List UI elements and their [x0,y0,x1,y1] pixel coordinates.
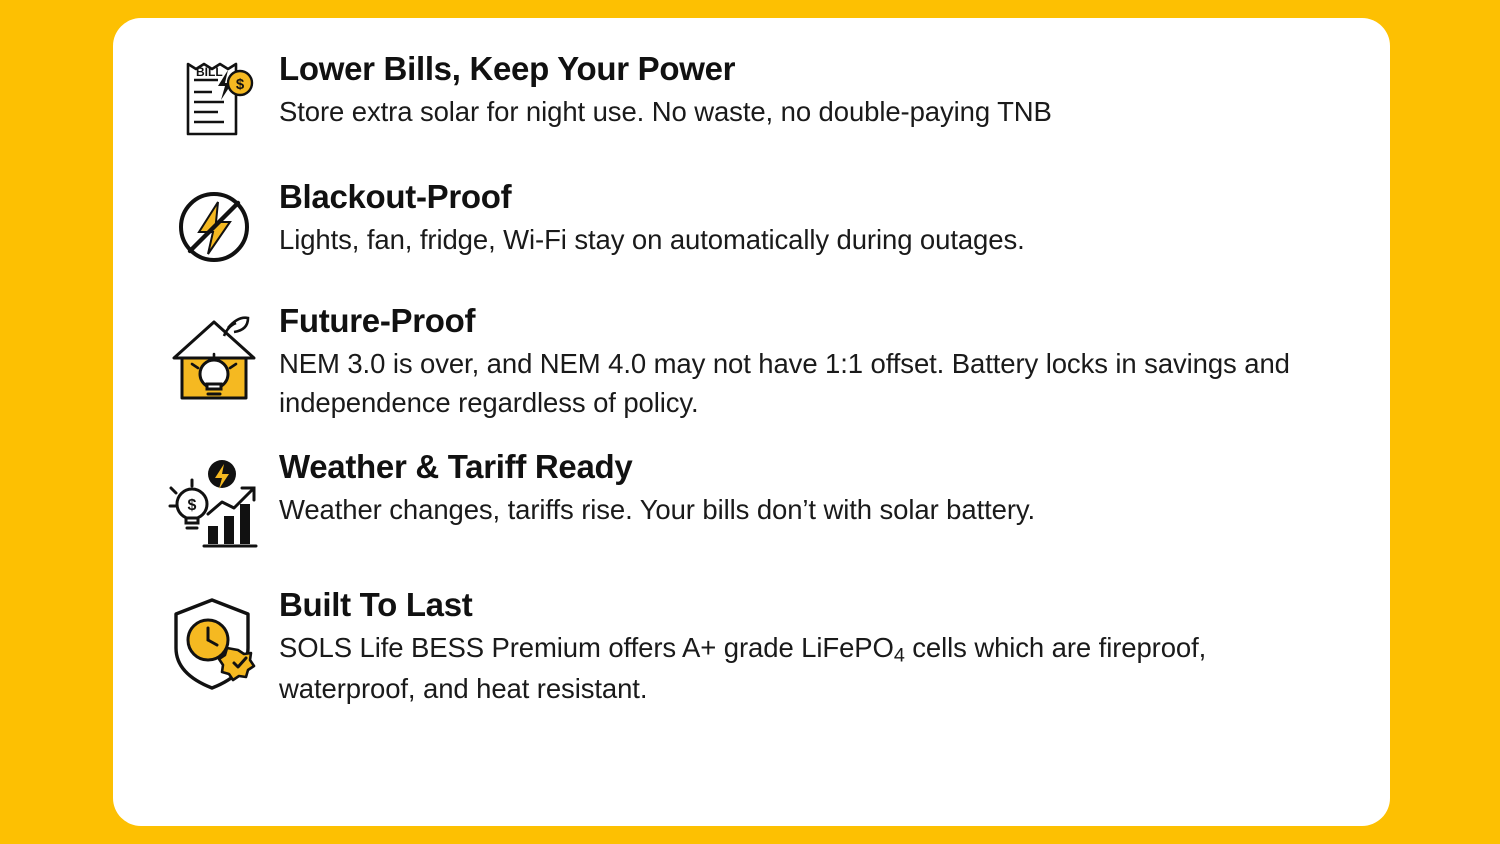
svg-text:$: $ [235,76,245,93]
benefit-text [269,302,1350,422]
benefit-description: Store extra solar for night use. No waste, no double-paying TNB [279,95,1052,127]
benefit-description: NEM 3.0 is over, and NEM 4.0 may not have 1:1 offset. Battery locks in savings and independence regardless of policy. [279,347,1290,418]
svg-text:$: $ [187,497,197,515]
benefit-text [269,178,1350,259]
eco-house-bulb-icon [159,302,269,412]
bill-dollar-icon [159,50,269,146]
benefit-text [269,50,1350,131]
benefit-description-part2: cells which are fireproof, waterproof, and heat resistant. [279,631,1207,705]
benefit-title: Blackout-Proof [279,178,512,215]
shield-badge-icon [159,586,269,696]
no-blackout-bolt-icon [159,178,269,270]
benefit-item [159,178,1350,270]
svg-text:BILL: BILL [196,65,223,79]
benefit-description-part1: SOLS Life BESS Premium offers A+ grade LiFePO [279,631,894,663]
benefit-item [159,302,1350,422]
benefit-title: Built To Last [279,586,473,624]
benefit-title: Lower Bills, Keep Your Power [279,50,736,87]
benefit-description: Weather changes, tariffs rise. Your bills don’t with solar battery. [279,493,1036,525]
benefit-item [159,448,1350,558]
benefit-text [269,586,1350,708]
benefit-text [269,448,1350,529]
benefit-description [279,628,1350,709]
benefit-description: Lights, fan, fridge, Wi-Fi stay on automatically during outages. [279,223,1025,255]
benefit-title: Future-Proof [279,302,476,339]
benefit-item [159,50,1350,146]
benefit-title: Weather & Tariff Ready [279,448,633,486]
benefit-item [159,586,1350,708]
bulb-growth-chart-icon [159,448,269,558]
benefit-description-subscript: 4 [893,644,905,667]
benefits-card [113,18,1390,826]
